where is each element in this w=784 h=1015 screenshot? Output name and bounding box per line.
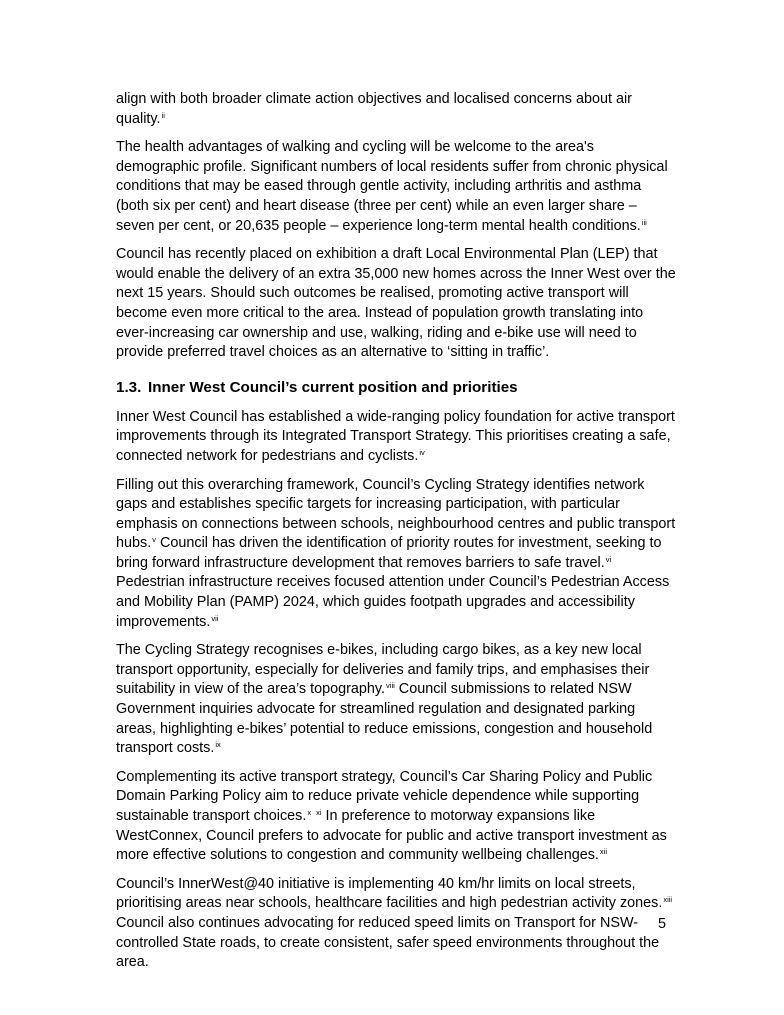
document-page: [116, 90, 676, 982]
endnote-ref[interactable]: ii: [161, 110, 165, 120]
endnote-ref[interactable]: iv: [419, 447, 425, 457]
paragraph-air-quality: align with both broader climate action objectives and localised concerns about air quality.$^{ii}$: [116, 91, 632, 127]
paragraph-integrated-transport: Inner West Council has established a wide-ranging policy foundation for active transport improvements through its Integrated Transport Strategy. This prioritises creating a safe, connected network for pedestrians and cyclists.$^{iv}$: [116, 408, 675, 464]
endnote-ref[interactable]: viii: [386, 681, 395, 691]
endnote-ref[interactable]: xi: [316, 808, 322, 817]
paragraph-cycling-strategy: Filling out this overarching framework, Council’s Cycling Strategy identifies network gaps and establishes specific targets for increasing participation, with particular emphasis on connections between schools, neighbourhood centres and public transport hubs.$^v$ Council has driven the identification of priority routes for investment, seeking to bring forward infrastructure development that removes barriers to safe travel.$^{vi}$ Pedestrian infrastructure receives focused attention under Council’s Pedestrian Access and Mobility Plan (PAMP) 2024, which guides footpath upgrades and accessibility improvements.$^{vii}$: [116, 476, 676, 630]
endnote-ref[interactable]: vii: [211, 613, 219, 623]
page-number: 5: [658, 916, 667, 932]
paragraph-car-sharing: Complementing its active transport strategy, Council’s Car Sharing Policy and Public Domain Parking Policy aim to reduce private vehicle dependence while supporting sustainable transport choices.$^x$ $^{xi}$ In preference to motorway expansions like WestConnex, Council prefers to advocate for public and active transport investment as more effective solutions to congestion and community wellbeing challenges.$^{xii}$: [116, 768, 667, 864]
paragraph-health-advantages: The health advantages of walking and cycling will be welcome to the area's demographic profile. Significant numbers of local residents suffer from chronic physical conditions that may be eased through gentle activity, including arthritis and asthma (both six per cent) and heart disease (three per cent) while an even larger share – seven per cent, or 20,635 people – experience long-term mental health conditions.$^{iii}$: [116, 139, 668, 234]
endnote-ref[interactable]: x: [307, 808, 312, 817]
paragraph-e-bikes: The Cycling Strategy recognises e-bikes, including cargo bikes, as a key new local transport opportunity, especially for deliveries and family trips, and emphasises their suitability in view of the area’s topography.$^{viii}$ Council submissions to related NSW Government inquiries advocate for streamlined regulation and designated parking areas, highlighting e-bikes’ potential to reduce emissions, congestion and household transport costs.$^{ix}$: [116, 642, 653, 757]
paragraph-lep: Council has recently placed on exhibition a draft Local Environmental Plan (LEP) that would enable the delivery of an extra 35,000 new homes across the Inner West over the next 15 years. Should such outcomes be realised, promoting active transport will become even more critical to the area. Instead of population growth translating into ever-increasing car ownership and use, walking, riding and e-bike use will need to provide preferred travel choices as an alternative to ‘sitting in traffic’.: [116, 246, 676, 361]
section-heading: [116, 378, 676, 398]
section-title: Inner West Council’s current position and priorities: [148, 378, 518, 396]
section-number: 1.3.: [116, 378, 142, 396]
paragraph-innerwest40: Council’s InnerWest@40 initiative is implementing 40 km/hr limits on local streets, prioritising areas near schools, healthcare facilities and high pedestrian activity zones.$^{xiii}$ Council also continues advocating for reduced speed limits on Transport for NSW-controlled State roads, to create consistent, safer speed environments throughout the area.: [116, 875, 673, 971]
endnote-ref[interactable]: iii: [641, 217, 647, 227]
endnote-ref[interactable]: vi: [605, 554, 612, 564]
endnote-ref[interactable]: ix: [215, 740, 221, 750]
endnote-ref[interactable]: xiii: [663, 895, 673, 905]
endnote-ref[interactable]: xii: [599, 847, 607, 857]
endnote-ref[interactable]: v: [152, 535, 156, 545]
